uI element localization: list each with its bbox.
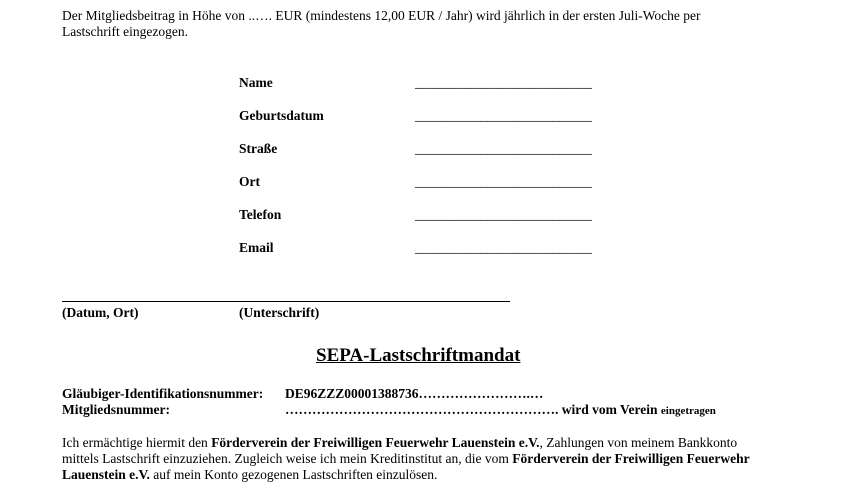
field-blank-street[interactable]: ___________________________ bbox=[415, 141, 592, 156]
mandate-text: , Zahlungen von meinem Bankkonto bbox=[539, 435, 738, 450]
field-blank-birthdate[interactable]: ___________________________ bbox=[415, 108, 592, 123]
mandate-text: mittels Lastschrift einzuziehen. Zugleich weise ich mein Kreditinstitut an, die vom bbox=[62, 451, 513, 466]
field-blank-email[interactable]: ___________________________ bbox=[415, 240, 592, 255]
member-number-suffix-small: eingetragen bbox=[660, 405, 716, 417]
association-name: Förderverein der Freiwilligen Feuerwehr bbox=[512, 451, 750, 466]
association-name: Lauenstein e.V. bbox=[62, 467, 150, 482]
mandate-line-1 bbox=[62, 435, 737, 451]
field-blank-city[interactable]: ___________________________ bbox=[415, 174, 592, 189]
member-number-field[interactable] bbox=[285, 402, 716, 418]
date-place-label: (Datum, Ort) bbox=[62, 305, 139, 320]
mandate-text: Ich ermächtige hiermit den bbox=[62, 435, 212, 450]
intro-line-1: Der Mitgliedsbeitrag in Höhe von ..…. EUR (mindestens 12,00 EUR / Jahr) wird jährlich in der ersten Juli-Woche per bbox=[62, 8, 701, 23]
field-label-name: Name bbox=[239, 75, 273, 90]
member-number-dots: …………………………………………………… bbox=[285, 402, 555, 417]
association-name: Förderverein der Freiwilligen Feuerwehr Lauenstein e.V. bbox=[211, 435, 540, 450]
signature-line[interactable] bbox=[62, 301, 510, 302]
sepa-title: SEPA-Lastschriftmandat bbox=[316, 345, 521, 366]
mandate-line-3 bbox=[62, 467, 437, 483]
field-label-street: Straße bbox=[239, 141, 278, 156]
field-label-phone: Telefon bbox=[239, 207, 282, 222]
member-number-suffix: . wird vom Verein bbox=[555, 402, 658, 417]
creditor-id-label: Gläubiger-Identifikationsnummer: bbox=[62, 386, 264, 401]
field-label-email: Email bbox=[239, 240, 274, 255]
creditor-id-value: DE96ZZZ00001388736…………………….… bbox=[285, 386, 544, 401]
signature-label: (Unterschrift) bbox=[239, 305, 320, 320]
mandate-line-2 bbox=[62, 451, 750, 467]
mandate-text: auf mein Konto gezogenen Lastschriften einzulösen. bbox=[149, 467, 438, 482]
field-blank-phone[interactable]: ___________________________ bbox=[415, 207, 592, 222]
field-blank-name[interactable]: ___________________________ bbox=[415, 75, 592, 90]
field-label-city: Ort bbox=[239, 174, 260, 189]
member-number-label: Mitgliedsnummer: bbox=[62, 402, 170, 417]
intro-line-2: Lastschrift eingezogen. bbox=[62, 24, 188, 39]
field-label-birthdate: Geburtsdatum bbox=[239, 108, 324, 123]
